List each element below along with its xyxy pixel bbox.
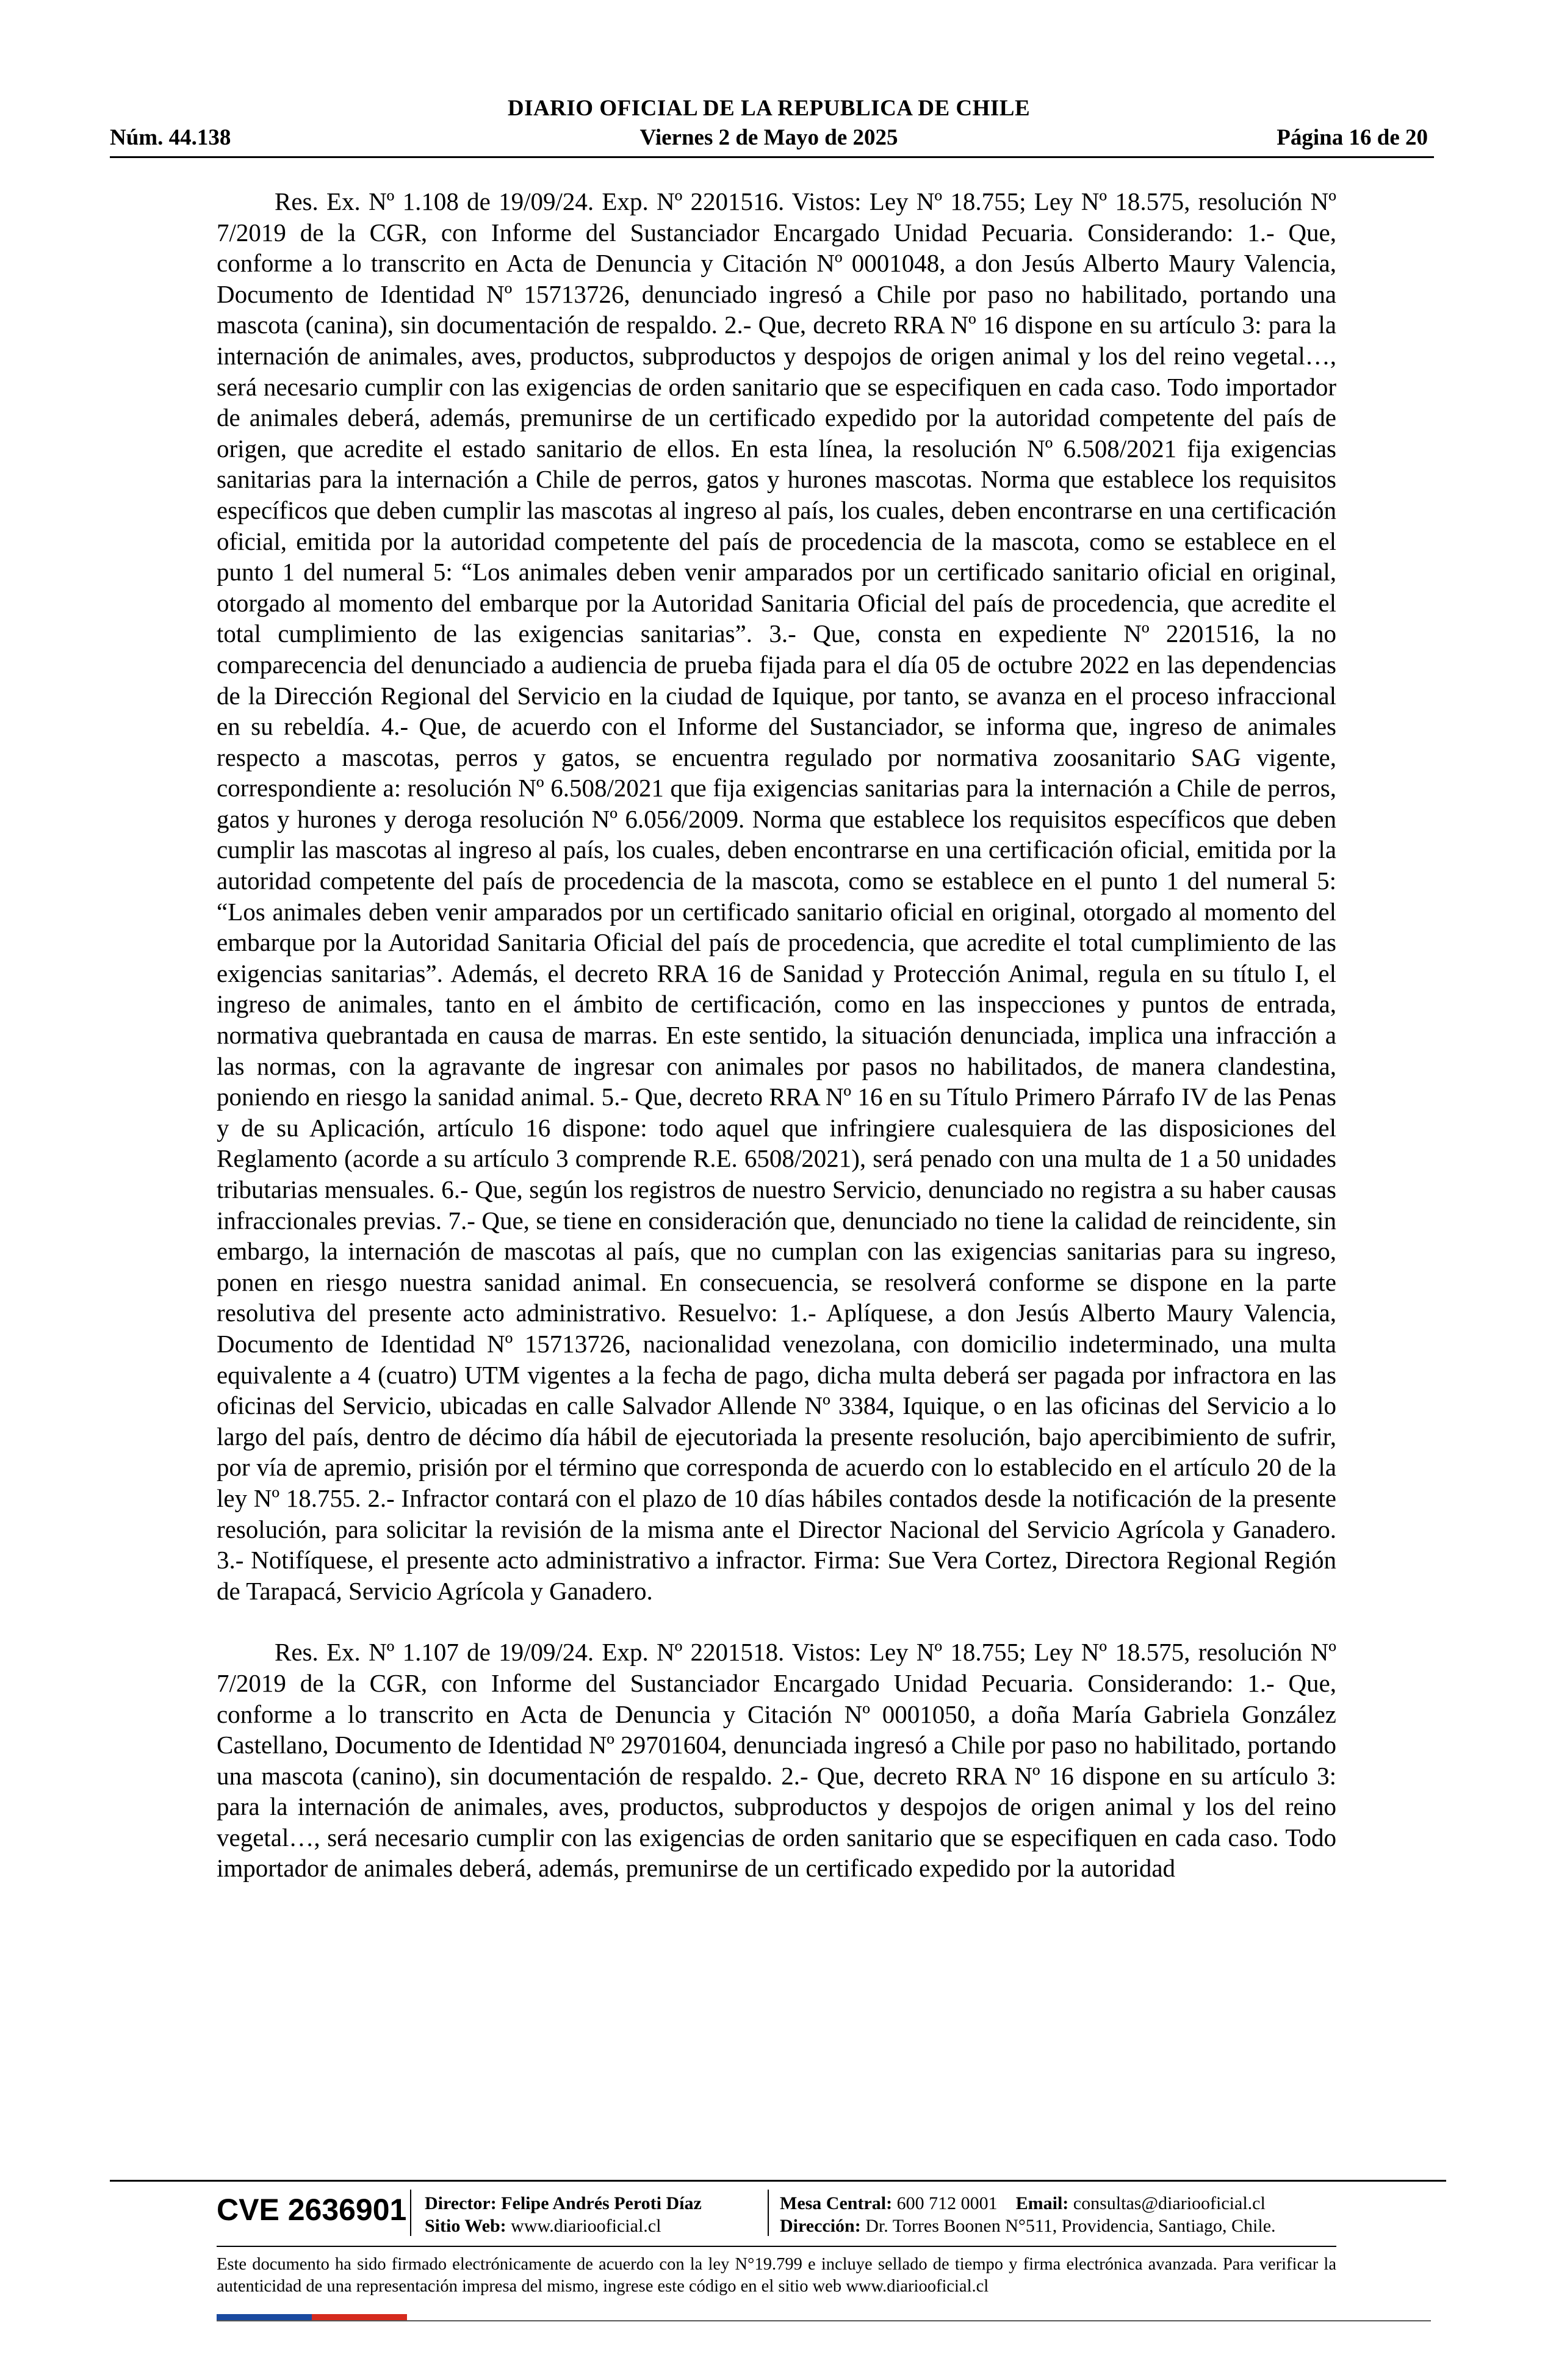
publication-title: DIARIO OFICIAL DE LA REPUBLICA DE CHILE — [507, 96, 1031, 121]
flag-red-segment — [312, 2314, 407, 2320]
footer-divider-inner — [217, 2246, 1336, 2247]
address-value: Dr. Torres Boonen N°511, Providencia, Santiago, Chile. — [865, 2216, 1276, 2236]
page-number: Página 16 de 20 — [1277, 125, 1428, 150]
flag-blue-segment — [217, 2314, 312, 2320]
chile-flag-stripe — [217, 2314, 407, 2320]
page-header — [110, 92, 1428, 159]
footer-director-column — [425, 2192, 702, 2237]
document-body — [217, 186, 1336, 1914]
director-name: Felipe Andrés Peroti Díaz — [501, 2193, 702, 2213]
footer-contact-column — [780, 2192, 1276, 2237]
phone-label: Mesa Central: — [780, 2193, 893, 2213]
email-label: Email: — [1015, 2193, 1069, 2213]
director-label: Director: — [425, 2193, 497, 2213]
footer-separator — [768, 2190, 769, 2236]
cve-code: CVE 2636901 — [217, 2193, 407, 2227]
signature-notice: Este documento ha sido firmado electrónicamente de acuerdo con la ley N°19.799 e incluye sellado de tiempo y firma electrónica avanzada. Para verificar la autenticidad de una representación impresa del mismo, ingrese este código en el sitio web www.diariooficial.cl — [217, 2255, 1336, 2296]
issue-number: Núm. 44.138 — [110, 125, 231, 150]
resolution-paragraph: Res. Ex. Nº 1.107 de 19/09/24. Exp. Nº 2201518. Vistos: Ley Nº 18.755; Ley Nº 18.575, resolución Nº 7/2019 de la CGR, con Informe del Sustanciador Encargado Unidad Pecuaria. Considerando: 1.- Que, conforme a lo transcrito en Acta de Denuncia y Citación Nº 0001050, a doña María Gabriela González Castellano, Documento de Identidad Nº 29701604, denunciada ingresó a Chile por paso no habilitado, portando una mascota (canino), sin documentación de respaldo. 2.- Que, decreto RRA Nº 16 dispone en su artículo 3: para la internación de animales, aves, productos, subproductos y despojos de origen animal y los del reino vegetal…, será necesario cumplir con las exigencias de orden sanitario que se especifiquen en cada caso. Todo importador de animales deberá, además, premunirse de un certificado expedido por la autoridad — [217, 1638, 1336, 1883]
email-link[interactable]: consultas@diariooficial.cl — [1073, 2193, 1266, 2213]
issue-date: Viernes 2 de Mayo de 2025 — [639, 125, 898, 150]
footer-bottom-rule — [217, 2320, 1431, 2321]
footer-divider — [110, 2180, 1446, 2182]
address-label: Dirección: — [780, 2216, 861, 2236]
resolution-paragraph: Res. Ex. Nº 1.108 de 19/09/24. Exp. Nº 2201516. Vistos: Ley Nº 18.755; Ley Nº 18.575, resolución Nº 7/2019 de la CGR, con Informe del Sustanciador Encargado Unidad Pecuaria. Considerando: 1.- Que, conforme a lo transcrito en Acta de Denuncia y Citación Nº 0001048, a don Jesús Alberto Maury Valencia, Documento de Identidad Nº 15713726, denunciado ingresó a Chile por paso no habilitado, portando una mascota (canina), sin documentación de respaldo. 2.- Que, decreto RRA Nº 16 dispone en su artículo 3: para la internación de animales, aves, productos, subproductos y despojos de origen animal y los del reino vegetal…, será necesario cumplir con las exigencias de orden sanitario que se especifiquen en cada caso. Todo importador de animales deberá, además, premunirse de un certificado expedido por la autoridad competente del país de origen, que acredite el estado sanitario de ellos. En esta línea, la resolución Nº 6.508/2021 fija exigencias sanitarias para la internación a Chile de perros, gatos y hurones mascotas. Norma que establece los requisitos específicos que deben cumplir las mascotas al ingreso al país, los cuales, deben encontrarse en una certificación oficial, emitida por la autoridad competente del país de procedencia de la mascota, como se establece en el punto 1 del numeral 5: “Los animales deben venir amparados por un certificado sanitario oficial en original, otorgado al momento del embarque por la Autoridad Sanitaria Oficial del país de procedencia, que acredite el total cumplimiento de las exigencias sanitarias”. 3.- Que, consta en expediente Nº 2201516, la no comparecencia del denunciado a audiencia de prueba fijada para el día 05 de octubre 2022 en las dependencias de la Dirección Regional del Servicio en la ciudad de Iquique, por tanto, se avanza en el proceso infraccional en su rebeldía. 4.- Que, de acuerdo con el Informe del Sustanciador, se informa que, ingreso de animales respecto a mascotas, perros y gatos, se encuentra regulado por normativa zoosanitario SAG vigente, correspondiente a: resolución Nº 6.508/2021 que fija exigencias sanitarias para la internación a Chile de perros, gatos y hurones y deroga resolución Nº 6.056/2009. Norma que establece los requisitos específicos que deben cumplir las mascotas al ingreso al país, los cuales, deben encontrarse en una certificación oficial, emitida por la autoridad competente del país de procedencia de la mascota, como se establece en el punto 1 del numeral 5: “Los animales deben venir amparados por un certificado sanitario oficial en original, otorgado al momento del embarque por la Autoridad Sanitaria Oficial del país de procedencia, que acredite el total cumplimiento de las exigencias sanitarias”. Además, el decreto RRA 16 de Sanidad y Protección Animal, regula en su título I, el ingreso de animales, tanto en el ámbito de certificación, como en las inspecciones y puntos de entrada, normativa quebrantada en causa de marras. En este sentido, la situación denunciada, implica una infracción a las normas, con la agravante de ingresar con animales por pasos no habilitados, de manera clandestina, poniendo en riesgo la sanidad animal. 5.- Que, decreto RRA Nº 16 en su Título Primero Párrafo IV de las Penas y de su Aplicación, artículo 16 dispone: todo aquel que infringiere cualesquiera de las disposiciones del Reglamento (acorde a su artículo 3 comprende R.E. 6508/2021), será penado con una multa de 1 a 50 unidades tributarias mensuales. 6.- Que, según los registros de nuestro Servicio, denunciado no registra a su haber causas infraccionales previas. 7.- Que, se tiene en consideración que, denunciado no tiene la calidad de reincidente, sin embargo, la internación de mascotas al país, que no cumplan con las exigencias sanitarias para su ingreso, ponen en riesgo nuestra sanidad animal. En consecuencia, se resolverá conforme se dispone en la parte resolutiva del presente acto administrativo. Resuelvo: 1.- Aplíquese, a don Jesús Alberto Maury Valencia, Documento de Identidad Nº 15713726, nacionalidad venezolana, con domicilio indeterminado, una multa equivalente a 4 (cuatro) UTM vigentes a la fecha de pago, dicha multa deberá ser pagada por infractora en las oficinas del Servicio, ubicadas en calle Salvador Allende Nº 3384, Iquique, o en las oficinas del Servicio a lo largo del país, dentro de décimo día hábil de ejecutoriada la presente resolución, bajo apercibimiento de sufrir, por vía de apremio, prisión por el término que corresponda de acuerdo con lo establecido en el artículo 20 de la ley Nº 18.755. 2.- Infractor contará con el plazo de 10 días hábiles contados desde la notificación de la presente resolución, para solicitar la revisión de la misma ante el Director Nacional del Servicio Agrícola y Ganadero. 3.- Notifíquese, el presente acto administrativo a infractor. Firma: Sue Vera Cortez, Directora Regional Región de Tarapacá, Servicio Agrícola y Ganadero. — [217, 187, 1336, 1605]
phone-number: 600 712 0001 — [896, 2193, 998, 2213]
footer-separator — [410, 2190, 411, 2236]
website-label: Sitio Web: — [425, 2216, 506, 2236]
website-link[interactable]: www.diariooficial.cl — [511, 2216, 661, 2236]
header-divider — [110, 156, 1434, 158]
